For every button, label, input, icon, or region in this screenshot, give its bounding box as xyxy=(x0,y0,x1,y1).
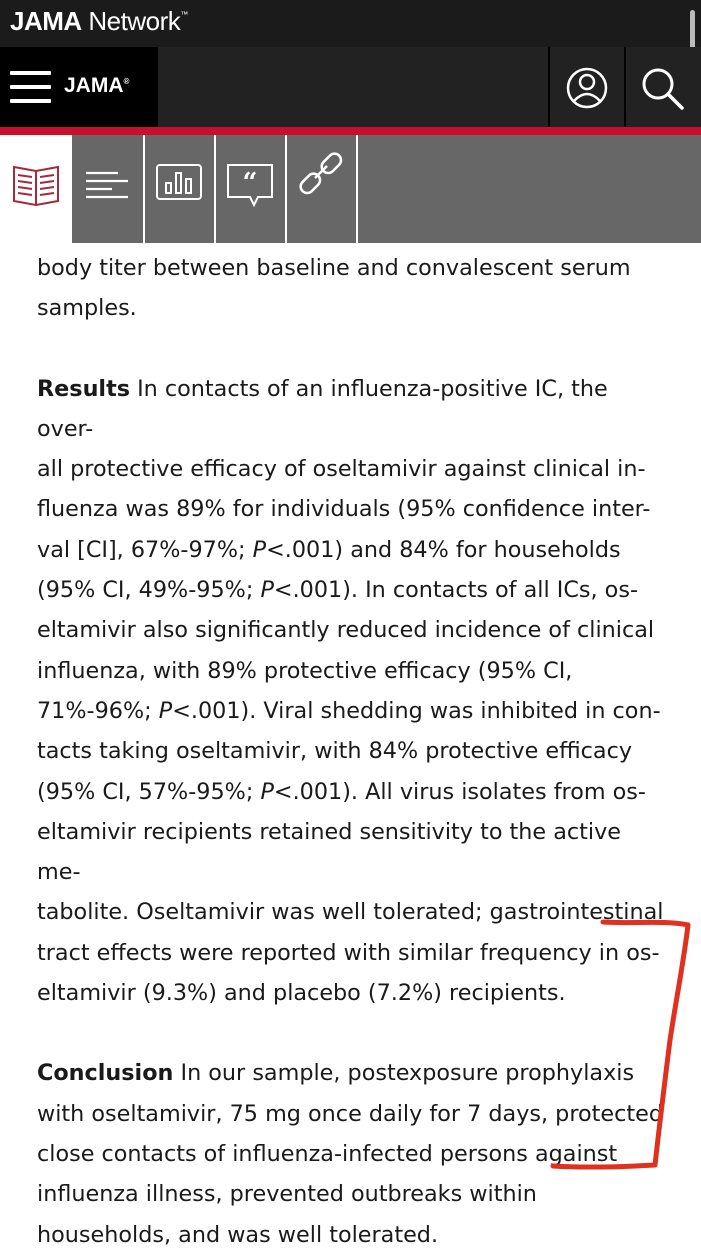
svg-text:“: “ xyxy=(242,168,258,198)
outline-icon xyxy=(72,135,143,243)
article-icon xyxy=(0,135,72,243)
account-button[interactable] xyxy=(550,47,624,128)
search-icon xyxy=(626,47,701,128)
tab-cite[interactable] xyxy=(216,135,285,243)
journal-title[interactable]: JAMA® xyxy=(64,74,130,97)
figures-icon xyxy=(145,135,214,243)
tab-article[interactable] xyxy=(0,135,72,243)
user-icon xyxy=(550,47,624,128)
tab-figures[interactable] xyxy=(145,135,214,243)
search-button[interactable] xyxy=(626,47,701,128)
tab-outline[interactable] xyxy=(72,135,143,243)
quote-icon xyxy=(216,135,285,243)
results-heading: Results xyxy=(37,375,131,402)
conclusion-heading: Conclusion xyxy=(37,1060,174,1087)
tab-share-link[interactable] xyxy=(287,135,356,243)
hamburger-icon xyxy=(10,71,51,113)
toolbar-divider xyxy=(356,135,358,243)
top-bar xyxy=(0,0,701,47)
conclusion-text: In our sample, postexposure prophylaxis with oseltamivir, 75 mg once daily for 7 days, protected close contacts of influenza-infected persons against influenza illness, prevented outbreaks within households, and was well tolerated. xyxy=(37,1060,663,1248)
article-abstract xyxy=(37,248,667,1255)
intro-paragraph: body titer between baseline and convalescent serum samples. xyxy=(37,255,631,322)
conclusion-paragraph xyxy=(37,1053,667,1254)
link-icon xyxy=(287,135,356,243)
results-paragraph: Results In contacts of an influenza-positive IC, the over- all protective efficacy of oseltamivir against clinical in- fluenza was 89% for individuals (95% confidence inter- val [CI], 67%-97%; P<.001) and 84% for households (95% CI, 49%-95%; P<.001). In contacts of all ICs, os- eltamivir also significantly reduced incidence of clinical influenza, with 89% protective efficacy (95% CI, 71%-96%; P<.001). Viral shedding was inhibited in con- tacts taking oseltamivir, with 84% protective efficacy (95% CI, 57%-95%; P<.001). All virus isolates from os- eltamivir recipients retained sensitivity to the active me- tabolite. Oseltamivir was well tolerated; gastrointestinal tract effects were reported with similar frequency in os- eltamivir (9.3%) and placebo (7.2%) recipients. xyxy=(37,375,664,1007)
accent-bar xyxy=(0,127,701,135)
jama-network-logo[interactable]: JAMA Network™ xyxy=(10,6,188,36)
